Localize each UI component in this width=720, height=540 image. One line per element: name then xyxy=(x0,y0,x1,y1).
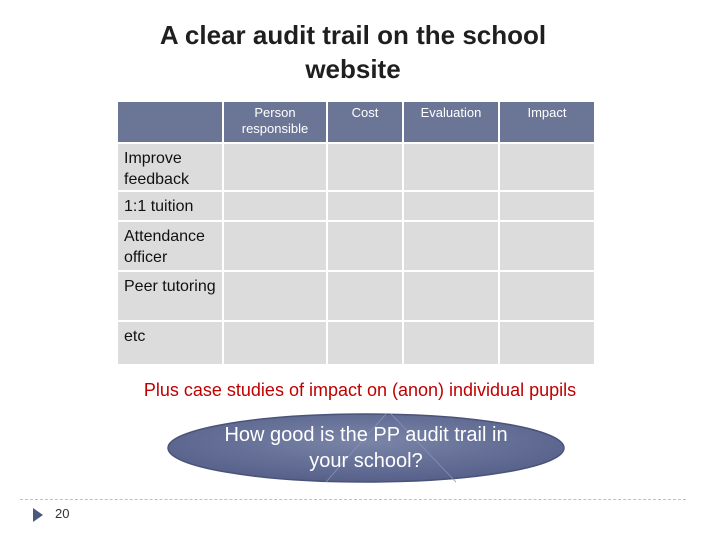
header-blank xyxy=(117,101,223,143)
header-person-responsible: Person responsible xyxy=(223,101,327,143)
table-cell xyxy=(403,321,499,365)
table-cell xyxy=(223,271,327,321)
table-row xyxy=(117,221,595,271)
audit-table xyxy=(116,100,596,366)
row-label-etc: etc xyxy=(117,321,223,365)
slide-title: A clear audit trail on the school website xyxy=(159,20,547,84)
table-cell xyxy=(327,221,403,271)
row-label-tuition: 1:1 tuition xyxy=(117,191,223,221)
table-cell xyxy=(499,271,595,321)
table-header-row xyxy=(117,101,595,143)
audit-trail-callout xyxy=(166,412,566,484)
row-label-improve-feedback: Improve feedback xyxy=(117,143,223,191)
page-number: 20 xyxy=(55,506,70,521)
table-cell xyxy=(223,143,327,191)
table-cell xyxy=(327,143,403,191)
footer-divider xyxy=(20,499,686,500)
header-impact: Impact xyxy=(499,101,595,143)
table-cell xyxy=(403,191,499,221)
table-cell xyxy=(327,271,403,321)
table-cell xyxy=(403,271,499,321)
table-cell xyxy=(403,221,499,271)
table-row xyxy=(117,143,595,191)
header-evaluation: Evaluation xyxy=(403,101,499,143)
table-cell xyxy=(327,191,403,221)
table-cell xyxy=(223,321,327,365)
table-cell xyxy=(327,321,403,365)
table-cell xyxy=(223,221,327,271)
triangle-bullet-icon xyxy=(33,508,43,522)
table-row xyxy=(117,321,595,365)
case-studies-note: Plus case studies of impact on (anon) individual pupils xyxy=(143,380,577,400)
table-row xyxy=(117,271,595,321)
table-cell xyxy=(499,321,595,365)
table-cell xyxy=(403,143,499,191)
table-cell xyxy=(499,143,595,191)
table-cell xyxy=(499,191,595,221)
table-row xyxy=(117,191,595,221)
table-cell xyxy=(499,221,595,271)
callout-text: How good is the PP audit trail in your school? xyxy=(224,424,508,472)
header-cost: Cost xyxy=(327,101,403,143)
row-label-attendance-officer: Attendance officer xyxy=(117,221,223,271)
row-label-peer-tutoring: Peer tutoring xyxy=(117,271,223,321)
table-cell xyxy=(223,191,327,221)
